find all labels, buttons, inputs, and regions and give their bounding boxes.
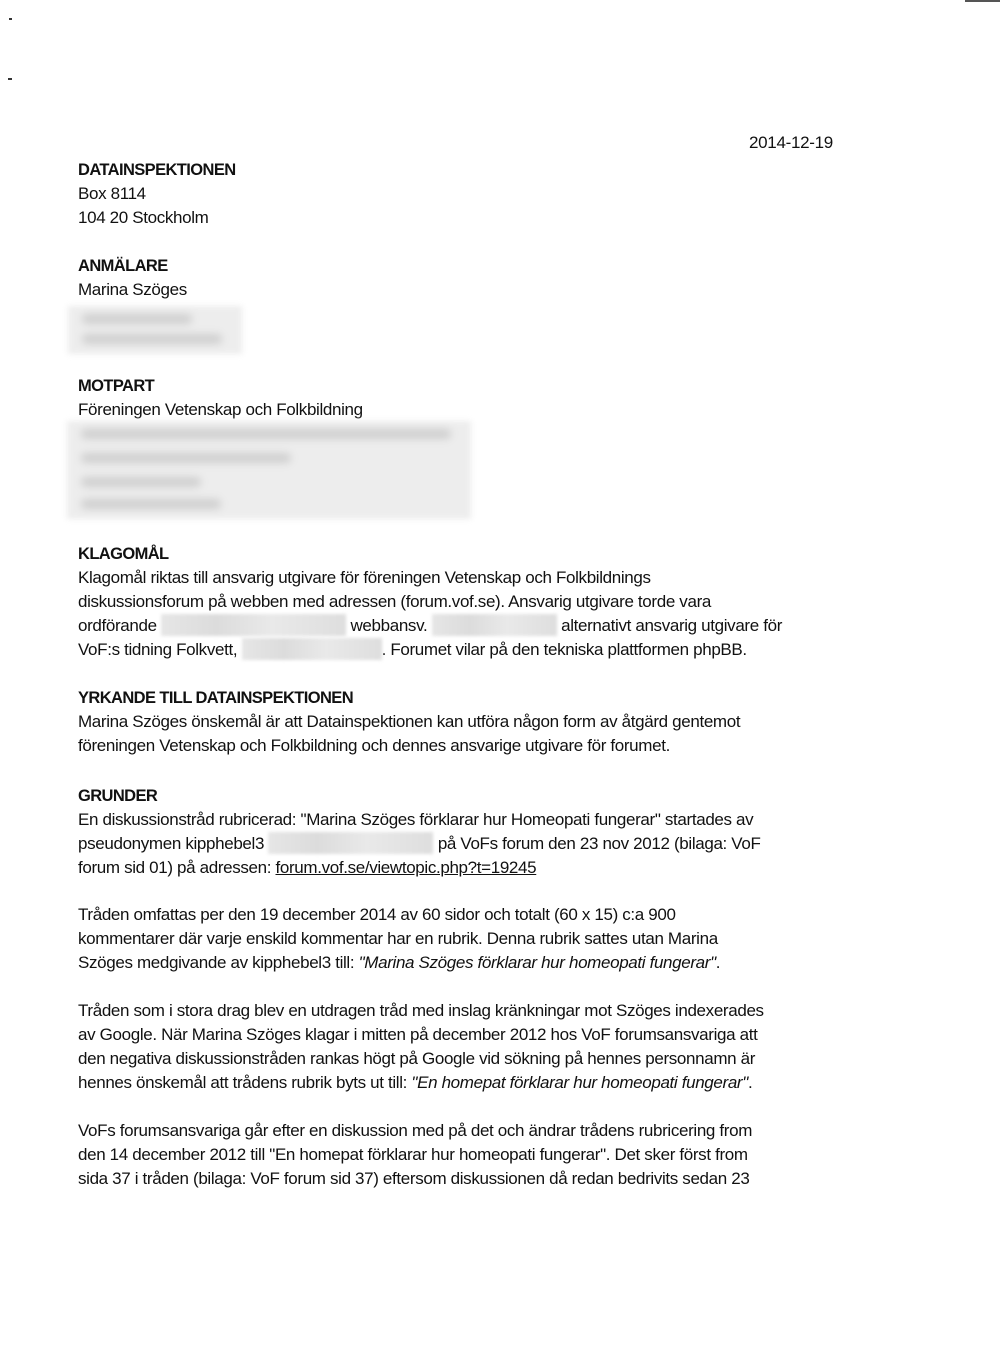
complaint-text: webbansv. (350, 616, 428, 635)
counterparty-block (78, 374, 868, 422)
complaint-heading: KLAGOMÅL (78, 545, 169, 563)
grounds-text-line: VoFs forumsansvariga går efter en diskussion med på det och ändrar trådens rubricering from (78, 1121, 752, 1140)
complaint-text-line: diskussionsforum på webben med adressen (forum.vof.se). Ansvarig utgivare torde vara (78, 592, 711, 611)
grounds-text-line: den negativa diskussionstråden rankas högt på Google vid sökning på hennes personnamn är (78, 1049, 756, 1068)
original-thread-title: "Marina Szöges förklarar hur homeopati fungerar" (358, 953, 716, 972)
forum-thread-link[interactable]: forum.vof.se/viewtopic.php?t=19245 (275, 858, 537, 877)
grounds-text: . (747, 1073, 753, 1092)
scan-edge-mark (965, 0, 1000, 2)
scan-speck (9, 18, 12, 20)
complaint-text: ordförande (78, 616, 157, 635)
complainant-block (78, 254, 868, 302)
counterparty-name: Föreningen Vetenskap och Folkbildning (78, 400, 363, 419)
grounds-text: forum sid 01) på adressen: (78, 858, 276, 877)
recipient-heading: DATAINSPEKTIONEN (78, 161, 236, 179)
grounds-section (78, 784, 868, 880)
redacted-webmaster-name (432, 614, 557, 636)
claim-section (78, 686, 868, 758)
grounds-paragraph-4 (78, 1119, 868, 1191)
grounds-text-line (78, 1071, 868, 1095)
claim-text-line: Marina Szöges önskemål är att Datainspektionen kan utföra någon form av åtgärd gentemot (78, 712, 741, 731)
grounds-paragraph-2 (78, 903, 868, 975)
grounds-text-line: av Google. När Marina Szöges klagar i mitten på december 2012 hos VoF forumsansvariga att (78, 1025, 758, 1044)
redacted-complainant-address (68, 306, 242, 354)
complaint-text-line (78, 638, 868, 662)
redacted-pseudonym-identity (268, 832, 433, 854)
grounds-text: pseudonymen kipphebel3 (78, 834, 265, 853)
redacted-chairman-name (161, 614, 346, 636)
claim-heading: YRKANDE TILL DATAINSPEKTIONEN (78, 689, 354, 707)
complaint-text-line (78, 614, 868, 638)
complainant-name: Marina Szöges (78, 280, 187, 299)
grounds-text: Szöges medgivande av kipphebel3 till: (78, 953, 359, 972)
recipient-address-line: 104 20 Stockholm (78, 208, 209, 227)
grounds-text-line: sida 37 i tråden (bilaga: VoF forum sid 37) eftersom diskussionen då redan bedrivits sedan 23 (78, 1169, 750, 1188)
complaint-text: alternativt ansvarig utgivare för (561, 616, 783, 635)
grounds-text-line: den 14 december 2012 till "En homepat förklarar hur homeopati fungerar". Det sker först from (78, 1145, 748, 1164)
complaint-text: . Forumet vilar på den tekniska plattformen phpBB. (381, 640, 747, 659)
recipient-block (78, 158, 868, 230)
grounds-text: hennes önskemål att trådens rubrik byts ut till: (78, 1073, 412, 1092)
counterparty-heading: MOTPART (78, 377, 155, 395)
scan-speck (8, 78, 12, 80)
grounds-text-line (78, 951, 868, 975)
complaint-section (78, 542, 868, 662)
redacted-counterparty-address (67, 421, 471, 519)
letter-date: 2014-12-19 (749, 133, 833, 152)
complainant-heading: ANMÄLARE (78, 257, 168, 275)
claim-text-line: föreningen Vetenskap och Folkbildning och dennes ansvarige utgivare för forumet. (78, 736, 670, 755)
grounds-text-line: Tråden som i stora drag blev en utdragen tråd med inslag kränkningar mot Szöges indexerades (78, 1001, 764, 1020)
complaint-text-line: Klagomål riktas till ansvarig utgivare för föreningen Vetenskap och Folkbildnings (78, 568, 651, 587)
grounds-text: på VoFs forum den 23 nov 2012 (bilaga: VoF (437, 834, 761, 853)
requested-thread-title: "En homepat förklarar hur homeopati fungerar" (411, 1073, 748, 1092)
redacted-editor-name (242, 638, 382, 660)
recipient-address-line: Box 8114 (78, 184, 146, 203)
grounds-text-line: En diskussionstråd rubricerad: "Marina Szöges förklarar hur Homeopati fungerar" startades av (78, 810, 754, 829)
grounds-text-line (78, 856, 868, 880)
grounds-text-line (78, 832, 868, 856)
grounds-paragraph-3 (78, 999, 868, 1095)
grounds-text-line: Tråden omfattas per den 19 december 2014 av 60 sidor och totalt (60 x 15) c:a 900 (78, 905, 676, 924)
grounds-text-line: kommentarer där varje enskild kommentar har en rubrik. Denna rubrik sattes utan Marina (78, 929, 718, 948)
grounds-text: . (715, 953, 721, 972)
grounds-heading: GRUNDER (78, 787, 158, 805)
complaint-text: VoF:s tidning Folkvett, (78, 640, 238, 659)
